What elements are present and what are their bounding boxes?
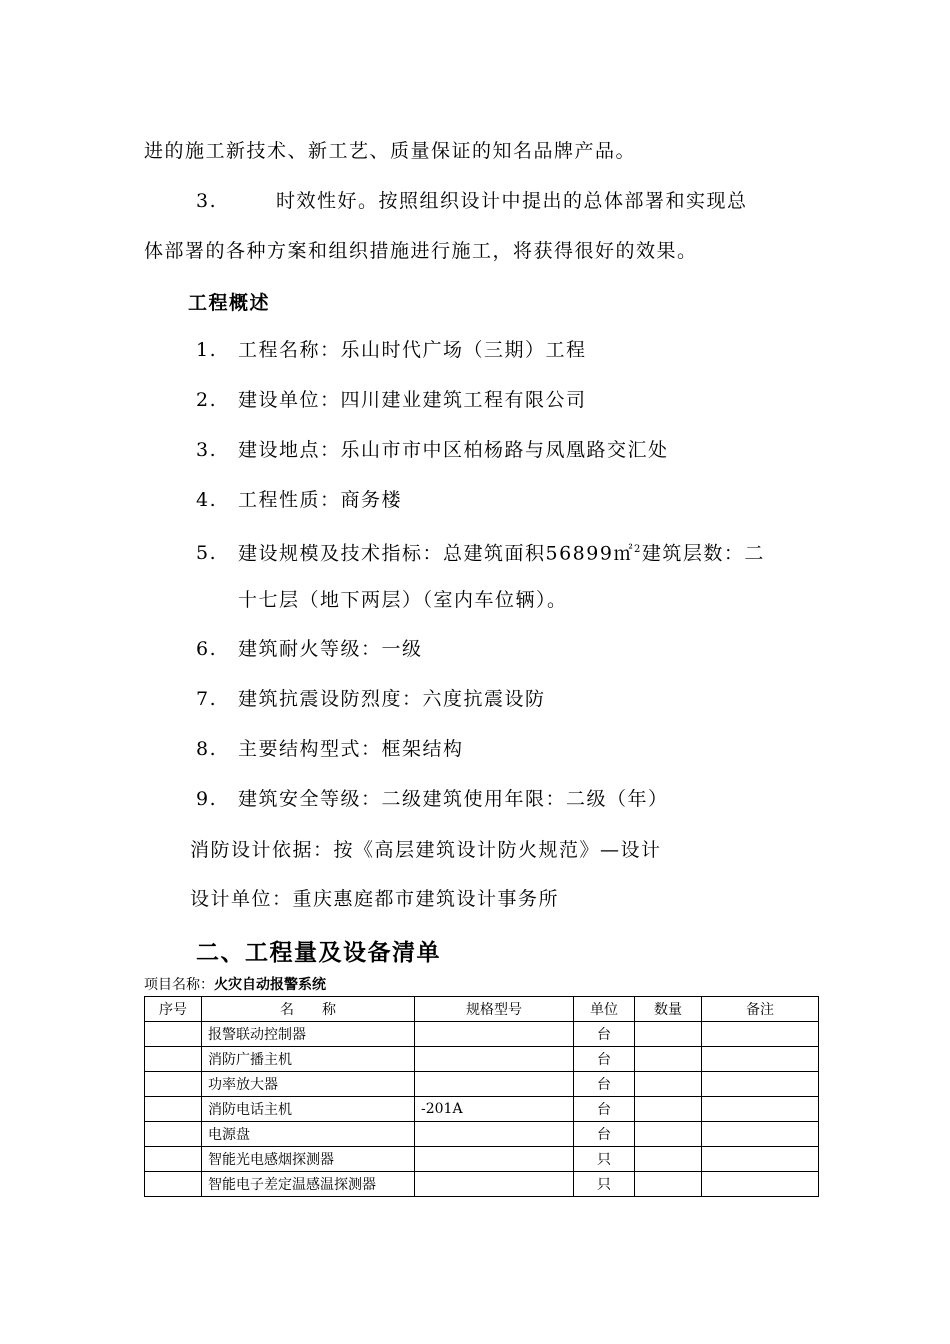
overview-item — [196, 487, 402, 513]
table-row — [145, 1172, 819, 1197]
cell-qty — [635, 1172, 702, 1197]
header-qty: 数量 — [635, 997, 702, 1022]
cell-note — [702, 1097, 819, 1122]
cell-unit: 台 — [574, 1047, 635, 1072]
header-unit: 单位 — [574, 997, 635, 1022]
item-number: 7. — [196, 688, 218, 710]
table-row — [145, 1147, 819, 1172]
cell-qty — [635, 1122, 702, 1147]
cell-note — [702, 1172, 819, 1197]
equipment-table — [144, 996, 819, 1197]
cell-note — [702, 1022, 819, 1047]
section-title: 二、工程量及设备清单 — [196, 940, 441, 966]
overview-item — [196, 636, 423, 662]
cell-spec — [415, 1172, 574, 1197]
cell-qty — [635, 1072, 702, 1097]
cell-qty — [635, 1047, 702, 1072]
table-row — [145, 1097, 819, 1122]
item-text: 建筑安全等级：二级建筑使用年限：二级（年） — [238, 788, 669, 810]
item-text: 时效性好。按照组织设计中提出的总体部署和实现总 — [276, 190, 748, 212]
overview-item — [196, 437, 669, 463]
table-row — [145, 1122, 819, 1147]
item-text: 主要结构型式：框架结构 — [238, 738, 464, 760]
cell-unit: 台 — [574, 1072, 635, 1097]
item-number: 8. — [196, 738, 218, 760]
cell-seq — [145, 1072, 202, 1097]
cell-note — [702, 1147, 819, 1172]
overview-item — [196, 337, 587, 363]
overview-item — [196, 686, 546, 712]
cell-note — [702, 1072, 819, 1097]
cell-unit: 台 — [574, 1122, 635, 1147]
cell-spec — [415, 1072, 574, 1097]
cell-name: 功率放大器 — [202, 1072, 415, 1097]
item-number: 1. — [196, 339, 218, 361]
paragraph-continuation: 进的施工新技术、新工艺、质量保证的知名品牌产品。 — [144, 140, 637, 162]
cell-note — [702, 1122, 819, 1147]
cell-unit: 只 — [574, 1147, 635, 1172]
item-text-continued: 建筑层数：二 — [641, 542, 765, 565]
cell-seq — [145, 1147, 202, 1172]
paragraph-item-3 — [196, 188, 748, 214]
cell-spec — [415, 1147, 574, 1172]
cell-name: 电源盘 — [202, 1122, 415, 1147]
cell-spec: -201A — [415, 1097, 574, 1122]
cell-seq — [145, 1172, 202, 1197]
item-text: 建筑耐火等级：一级 — [238, 638, 423, 660]
paragraph-continuation-2: 体部署的各种方案和组织措施进行施工，将获得很好的效果。 — [144, 240, 698, 262]
cell-seq — [145, 1022, 202, 1047]
item-number: 4. — [196, 489, 218, 511]
item-number: 3. — [196, 439, 218, 461]
item-number: 9. — [196, 788, 218, 810]
cell-name: 消防广播主机 — [202, 1047, 415, 1072]
cell-spec — [415, 1047, 574, 1072]
cell-name: 消防电话主机 — [202, 1097, 415, 1122]
cell-name: 智能电子差定温感温探测器 — [202, 1172, 415, 1197]
cell-name: 报警联动控制器 — [202, 1022, 415, 1047]
cell-spec — [415, 1022, 574, 1047]
cell-seq — [145, 1122, 202, 1147]
cell-seq — [145, 1047, 202, 1072]
fire-design-basis: 消防设计依据：按《高层建筑设计防火规范》—设计 — [190, 839, 662, 861]
header-name: 名 称 — [202, 997, 415, 1022]
cell-seq — [145, 1097, 202, 1122]
table-header-row — [145, 997, 819, 1022]
overview-item — [196, 387, 587, 413]
overview-item — [196, 736, 464, 762]
overview-item — [196, 786, 669, 812]
superscript: 2 — [633, 544, 642, 555]
item-text: 工程性质：商务楼 — [238, 489, 403, 511]
cell-qty — [635, 1147, 702, 1172]
item-text: 建筑抗震设防烈度：六度抗震设防 — [238, 688, 546, 710]
header-seq: 序号 — [145, 997, 202, 1022]
table-row — [145, 1072, 819, 1097]
design-unit: 设计单位：重庆惠庭都市建筑设计事务所 — [190, 888, 560, 910]
item-number: 3. — [196, 190, 218, 212]
table-row — [145, 1047, 819, 1072]
project-label: 项目名称： — [144, 977, 214, 993]
cell-qty — [635, 1022, 702, 1047]
item-number: 2. — [196, 389, 218, 411]
header-spec: 规格型号 — [415, 997, 574, 1022]
item-text: 建设规模及技术指标：总建筑面积56899㎡ — [238, 542, 634, 565]
cell-name: 智能光电感烟探测器 — [202, 1147, 415, 1172]
project-value: 火灾自动报警系统 — [214, 977, 326, 993]
overview-title: 工程概述 — [188, 292, 271, 314]
table-row — [145, 1022, 819, 1047]
item-text: 工程名称：乐山时代广场（三期）工程 — [238, 339, 587, 361]
overview-item-continuation: 十七层（地下两层）（室内车位辆）。 — [238, 589, 568, 611]
cell-spec — [415, 1122, 574, 1147]
cell-unit: 只 — [574, 1172, 635, 1197]
cell-note — [702, 1047, 819, 1072]
header-note: 备注 — [702, 997, 819, 1022]
item-number: 5. — [196, 542, 218, 565]
item-text: 建设地点：乐山市市中区柏杨路与凤凰路交汇处 — [238, 439, 669, 461]
item-number: 6. — [196, 638, 218, 660]
cell-qty — [635, 1097, 702, 1122]
cell-unit: 台 — [574, 1097, 635, 1122]
overview-item — [196, 537, 765, 566]
item-text: 建设单位：四川建业建筑工程有限公司 — [238, 389, 587, 411]
project-name — [144, 974, 326, 994]
cell-unit: 台 — [574, 1022, 635, 1047]
